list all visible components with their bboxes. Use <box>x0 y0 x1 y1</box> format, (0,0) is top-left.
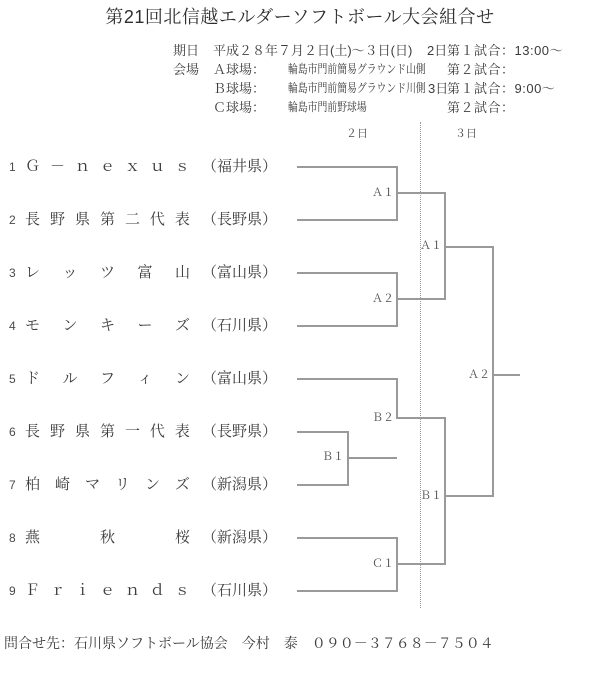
team-name: ド ル フ ィ ン <box>25 370 190 387</box>
match-b1-connector <box>347 457 397 459</box>
team-name: 燕 秋 桜 <box>25 529 190 546</box>
team-seed: 7 <box>9 478 16 492</box>
match-b2-connector <box>396 417 446 419</box>
semifinal-b1-vertical <box>444 418 446 565</box>
bracket-line-team8 <box>297 537 397 539</box>
team-prefecture: （富山県） <box>202 264 278 281</box>
final-vertical <box>492 247 494 497</box>
match-c1-connector <box>396 563 446 565</box>
match-label-a1: Ａ１ <box>372 187 394 199</box>
bracket-line-team4 <box>297 325 397 327</box>
team-prefecture: （新潟県） <box>202 476 278 493</box>
bracket-line-team1 <box>297 166 397 168</box>
contact-info: 問合せ先：石川県ソフトボール協会 今村 泰 ０９０－３７６８－７５０４ <box>4 635 494 651</box>
match-a1-connector <box>396 192 446 194</box>
team-prefecture: （富山県） <box>202 370 278 387</box>
bracket-line-team5 <box>297 378 397 380</box>
match-label-a2: Ａ２ <box>372 293 394 305</box>
team-seed: 2 <box>9 213 16 227</box>
venue-b-label: Ｂ球場： <box>213 81 266 96</box>
match-a2-connector <box>396 298 446 300</box>
team-prefecture: （新潟県） <box>202 529 278 546</box>
match-label-c1: Ｃ１ <box>372 558 394 570</box>
schedule-day-2: 2日 <box>427 43 448 58</box>
venue-a-name: 輪島市門前簡易グラウンド山側 <box>288 62 426 76</box>
team-name: 長 野 県 第 二 代 表 <box>25 211 190 228</box>
team-name: モ ン キ ー ズ <box>25 317 190 334</box>
match-label-final-a2: Ａ２ <box>468 369 490 381</box>
venue-c-name: 輪島市門前野球場 <box>288 100 367 114</box>
schedule-game-3: 第１試合：9:00～ <box>447 81 556 96</box>
match-b2-vertical <box>396 378 398 419</box>
team-name: Ｆ ｒ ｉ ｅ ｎ ｄ ｓ <box>25 582 190 599</box>
semifinal-a1-connector <box>444 246 494 248</box>
team-prefecture: （長野県） <box>202 423 278 440</box>
date-label: 期日 <box>173 43 200 58</box>
team-seed: 3 <box>9 266 16 280</box>
team-seed: 6 <box>9 425 16 439</box>
match-label-day3-a1: Ａ１ <box>420 240 442 252</box>
schedule-game-2: 第２試合： <box>447 62 515 77</box>
team-name: 長 野 県 第 一 代 表 <box>25 423 190 440</box>
match-label-day3-b1: Ｂ１ <box>420 490 442 502</box>
team-name: レ ッ ツ 富 山 <box>25 264 190 281</box>
bracket-line-team2 <box>297 219 397 221</box>
schedule-game-1: 第１試合：13:00～ <box>447 43 564 58</box>
team-seed: 8 <box>9 531 16 545</box>
team-seed: 5 <box>9 372 16 386</box>
schedule-day-3: 3日 <box>428 81 449 96</box>
champion-connector <box>492 374 520 376</box>
bracket-line-team9 <box>297 590 397 592</box>
date-value: 平成２８年７月２日(土)～３日(日) <box>213 43 413 58</box>
team-name: 柏 崎 マ リ ン ズ <box>25 476 190 493</box>
team-prefecture: （石川県） <box>202 582 278 599</box>
team-prefecture: （長野県） <box>202 211 278 228</box>
team-seed: 9 <box>9 584 16 598</box>
match-label-b1: Ｂ１ <box>322 451 344 463</box>
team-name: Ｇ － ｎ ｅ ｘ ｕ ｓ <box>25 158 190 175</box>
bracket-line-team3 <box>297 272 397 274</box>
bracket-line-team7 <box>297 484 348 486</box>
venue-a-label: Ａ球場： <box>213 62 266 77</box>
venue-b-name: 輪島市門前簡易グラウンド川側 <box>288 81 426 95</box>
team-prefecture: （福井県） <box>202 158 278 175</box>
team-prefecture: （石川県） <box>202 317 278 334</box>
bracket-line-team6 <box>297 431 348 433</box>
bracket-day3-header: ３日 <box>455 128 477 140</box>
venue-label: 会場 <box>173 62 200 77</box>
bracket-day2-header: ２日 <box>346 128 368 140</box>
page-title: 第21回北信越エルダーソフトボール大会組合せ <box>105 7 495 27</box>
match-label-b2: Ｂ２ <box>372 412 394 424</box>
day-separator-line <box>420 122 421 608</box>
team-seed: 4 <box>9 319 16 333</box>
semifinal-b1-connector <box>444 495 494 497</box>
schedule-game-4: 第２試合： <box>447 100 515 115</box>
venue-c-label: Ｃ球場： <box>213 100 266 115</box>
team-seed: 1 <box>9 160 16 174</box>
